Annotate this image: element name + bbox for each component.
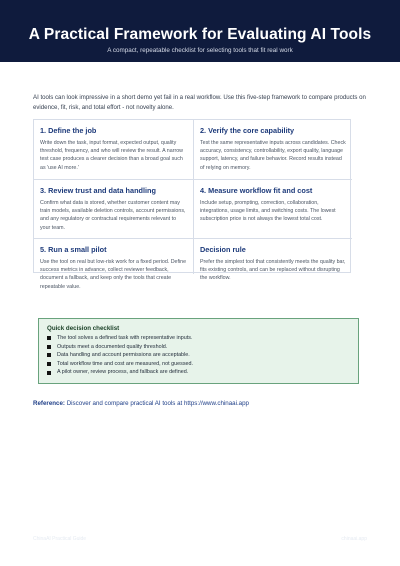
section-title: 4. Measure workflow fit and cost — [200, 186, 313, 195]
checklist-title: Quick decision checklist — [47, 325, 120, 332]
checklist-item: Total workflow time and cost are measured, not guessed. — [47, 360, 350, 369]
section-body: Use the tool on real but low-risk work for a fixed period. Define success metrics in advance, collect reviewer feedback, document a fallback, and keep only the tools that create repeatable value. — [40, 259, 187, 290]
square-bullet-icon — [47, 362, 51, 366]
section-body: Confirm what data is stored, whether customer content may train models, available deletion controls, account permissions, and any regulatory or contractual requirements relevant to your team. — [40, 200, 186, 231]
checklist-item: The tool solves a defined task with representative inputs. — [47, 334, 350, 343]
page-title: A Practical Framework for Evaluating AI Tools — [28, 26, 372, 43]
section-title: 2. Verify the core capability — [200, 126, 295, 135]
square-bullet-icon — [47, 345, 51, 349]
checklist-item: A pilot owner, review process, and fallback are defined. — [47, 368, 350, 377]
section-trust-data — [34, 180, 194, 239]
quick-decision-checklist — [38, 318, 359, 384]
checklist-item: Data handling and account permissions are acceptable. — [47, 351, 350, 360]
section-decision-rule — [194, 239, 352, 282]
section-verify-capability — [194, 120, 352, 180]
section-title: 5. Run a small pilot — [40, 245, 107, 254]
reference-label: Reference: — [33, 400, 65, 407]
section-title: 3. Review trust and data handling — [40, 186, 156, 195]
checklist-item: Outputs meet a documented quality threshold. — [47, 343, 350, 352]
square-bullet-icon — [47, 353, 51, 357]
section-title: Decision rule — [200, 245, 246, 254]
section-small-pilot — [34, 239, 194, 290]
section-body: Write down the task, input format, expected output, quality threshold, frequency, and who will review the result. A narrow test case produces a clearer decision than a broad goal such as 'use AI more.' — [40, 140, 183, 171]
intro-paragraph: AI tools can look impressive in a short demo yet fail in a real workflow. Use this five-step framework to compare products on evidence, fit, risk, and total effort - not novelty alone. — [33, 94, 366, 111]
section-define-job — [34, 120, 194, 180]
framework-grid — [33, 119, 351, 290]
footer-left: ChinaAI Practical Guide — [33, 536, 87, 542]
square-bullet-icon — [47, 336, 51, 340]
header-banner — [0, 0, 400, 62]
footer-right: chinaai.app — [341, 536, 367, 542]
section-title: 1. Define the job — [40, 126, 97, 135]
reference-link[interactable]: Discover and compare practical AI tools at https://www.chinaai.app — [66, 400, 249, 407]
section-body: Prefer the simplest tool that consistently meets the quality bar, fits existing controls, and can be replaced without disrupting the workflow. — [200, 259, 346, 282]
section-body: Test the same representative inputs across candidates. Check accuracy, consistency, controllability, export quality, language support, latency, and failure behavior. Record results instead of relying on memory. — [200, 140, 346, 171]
section-body: Include setup, prompting, correction, collaboration, integrations, usage limits, and switching costs. The lowest subscription price is not always the lowest total cost. — [200, 200, 336, 223]
page-subtitle: A compact, repeatable checklist for selecting tools that fit real work — [107, 47, 293, 54]
section-workflow-cost — [194, 180, 352, 239]
reference-line — [33, 400, 249, 408]
square-bullet-icon — [47, 371, 51, 375]
